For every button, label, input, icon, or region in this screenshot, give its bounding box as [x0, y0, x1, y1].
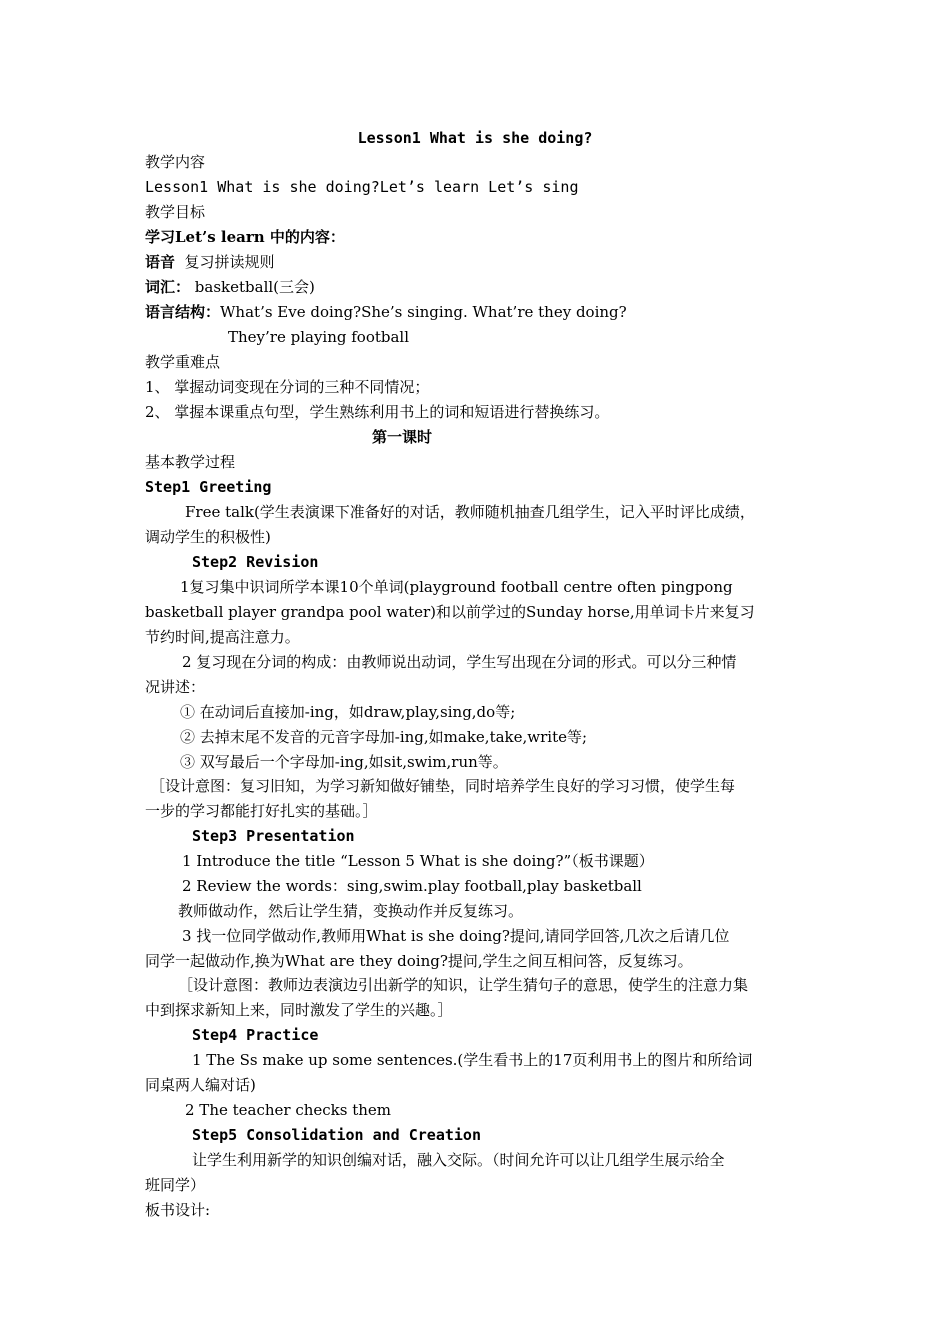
step1-text-cont: 调动学生的积极性) — [145, 528, 271, 546]
design-note-1-cont: 一步的学习都能打好扎实的基础。］ — [145, 802, 378, 820]
design-note-1: ［设计意图：复习旧知，为学习新知做好铺垫，同时培养学生良好的学习习惯，使学生每 — [150, 777, 736, 795]
rule-item: ① 在动词后直接加-ing，如draw,play,sing,do等; — [180, 703, 516, 721]
difficulty-label: 教学重难点 — [145, 353, 221, 371]
step4-title: Step4 Practice — [192, 1026, 319, 1044]
step4-p1-cont: 同桌两人编对话) — [145, 1076, 256, 1094]
vocab-label: 词汇： — [145, 278, 191, 296]
step2-title: Step2 Revision — [192, 553, 319, 571]
structure-row — [145, 300, 818, 325]
step3-title: Step3 Presentation — [192, 827, 355, 845]
step3-p1: 1 Introduce the title “Lesson 5 What is she doing?”（板书课题） — [182, 852, 654, 870]
structure-text: What’s Eve doing?She’s singing. What’re they doing? — [220, 303, 627, 321]
structure-label: 语言结构： — [145, 303, 221, 321]
structure-text-2: They’re playing football — [228, 328, 410, 346]
step5-title: Step5 Consolidation and Creation — [192, 1126, 481, 1144]
step5-p1: 让学生利用新学的知识创编对话，融入交际。（时间允许可以让几组学生展示给全 — [192, 1151, 725, 1169]
step5-p1-cont: 班同学） — [145, 1176, 206, 1194]
board-label: 板书设计: — [145, 1201, 211, 1219]
step2-p2: 2 复习现在分词的构成：由教师说出动词，学生写出现在分词的形式。可以分三种情 — [182, 653, 737, 671]
difficulty-item: 1、 掌握动词变现在分词的三种不同情况； — [145, 378, 430, 396]
content-label: 教学内容 — [145, 153, 206, 171]
process-label: 基本教学过程 — [145, 453, 236, 471]
step1-text: Free talk(学生表演课下准备好的对话，教师随机抽查几组学生，记入平时评比成绩， — [185, 503, 755, 521]
rule-item: ② 去掉末尾不发音的元音字母加-ing,如make,take,write等; — [180, 728, 588, 746]
goal-label: 教学目标 — [145, 203, 206, 221]
step3-p2b: 教师做动作，然后让学生猜，变换动作并反复练习。 — [178, 902, 524, 920]
difficulty-item: 2、 掌握本课重点句型，学生熟练利用书上的词和短语进行替换练习。 — [145, 403, 610, 421]
phonics-row — [145, 250, 818, 275]
step1-title: Step1 Greeting — [145, 478, 272, 496]
content-line: Lesson1 What is she doing?Let’s learn Let’s sing — [145, 178, 579, 196]
goal-line: 学习Let’s learn 中的内容： — [145, 228, 345, 246]
phonics-text: 复习拼读规则 — [175, 253, 275, 271]
step3-p3-cont: 同学一起做动作,换为What are they doing?提问,学生之间互相问答，反复练习。 — [145, 952, 693, 970]
step2-p1-cont: basketball player grandpa pool water)和以前学过的Sunday horse,用单词卡片来复习 — [145, 603, 755, 621]
vocab-text: basketball(三会) — [190, 278, 315, 296]
rule-item: ③ 双写最后一个字母加-ing,如sit,swim,run等。 — [180, 753, 508, 771]
step3-p2: 2 Review the words：sing,swim.play football,play basketball — [182, 877, 642, 895]
phonics-label: 语音 — [145, 253, 176, 271]
design-note-2-cont: 中到探求新知上来，同时激发了学生的兴趣。］ — [145, 1001, 453, 1019]
step2-p1: 1复习集中识词所学本课10个单词(playground football centre often pingpong — [180, 578, 733, 596]
period-title: 第一课时 — [372, 428, 433, 446]
design-note-2: ［设计意图：教师边表演边引出新学的知识，让学生猜句子的意思，使学生的注意力集 — [178, 976, 749, 994]
step2-p2-cont: 况讲述： — [145, 678, 206, 696]
step4-p1: 1 The Ss make up some sentences.(学生看书上的17页利用书上的图片和所给词 — [192, 1051, 753, 1069]
lesson-title: Lesson1 What is she doing? — [357, 129, 593, 147]
step4-p2: 2 The teacher checks them — [185, 1101, 392, 1119]
vocab-row — [145, 275, 818, 300]
step2-p1-cont: 节约时间,提高注意力。 — [145, 628, 300, 646]
step3-p3: 3 找一位同学做动作,教师用What is she doing?提问,请同学回答,几次之后请几位 — [182, 927, 730, 945]
